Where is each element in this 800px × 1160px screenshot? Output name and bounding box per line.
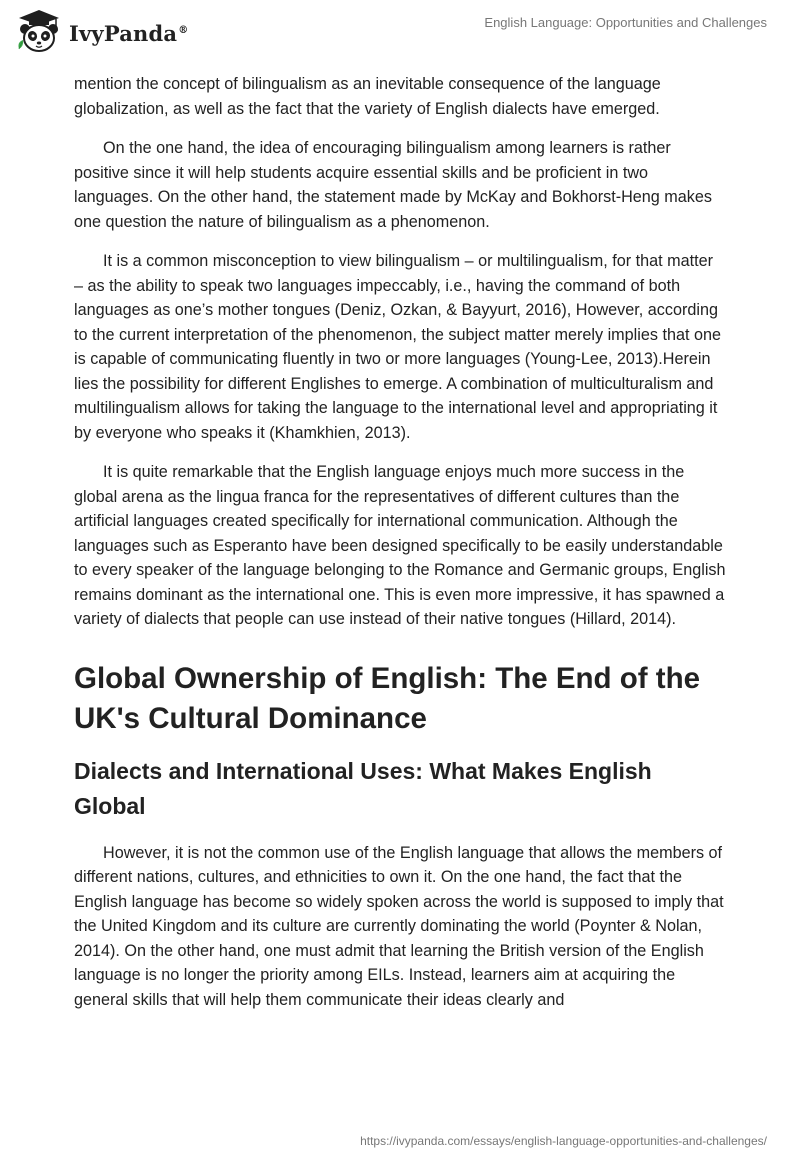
source-url[interactable]: https://ivypanda.com/essays/english-language-opportunities-and-challenges/ bbox=[360, 1134, 767, 1148]
section-heading: Global Ownership of English: The End of the UK's Cultural Dominance bbox=[74, 661, 701, 735]
paragraph-bilingualism-positive: On the one hand, the idea of encouraging bilingualism among learners is rather positive since it will help students acquire essential skills and be proficient in two languages. On the other hand, the statement made by McKay and Bokhorst-Heng makes one question the nature of bilingualism as a phenomenon. bbox=[74, 139, 712, 231]
paragraph-global-ownership: However, it is not the common use of the English language that allows the members of different nations, cultures, and ethnicities to own it. On the one hand, the fact that the English language has become so widely spoken across the world is supposed to imply that the United Kingdom and its culture are currently dominating the world (Poynter & Nolan, 2014). On the other hand, one must admit that learning the British version of the English language is no longer the priority among EILs. Instead, learners aim at acquiring the general skills that will help them communicate their ideas clearly and bbox=[74, 843, 724, 1009]
subsection-heading: Dialects and International Uses: What Makes English Global bbox=[74, 757, 652, 819]
registered-mark: ® bbox=[178, 24, 189, 36]
paragraph-intro-continuation: mention the concept of bilingualism as an inevitable consequence of the language globalization, as well as the fact that the variety of English dialects have emerged. bbox=[74, 75, 661, 118]
ivypanda-logo[interactable] bbox=[15, 9, 188, 53]
panda-graduate-icon bbox=[15, 9, 63, 53]
paragraph-bilingualism-misconception: It is a common misconception to view bilingualism – or multilingualism, for that matter – as the ability to speak two languages impeccably, i.e., having the command of both languages as one’s mother tongues (Deniz, Ozkan, & Bayyurt, 2016), However, according to the current interpretation of the phenomenon, the subject matter merely implies that one is capable of communicating fluently in two or more languages (Young-Lee, 2013).Herein lies the possibility for different Englishes to emerge. A combination of multiculturalism and multilingualism allows for taking the language to the international level and appropriating it by everyone who speaks it (Khamkhien, 2013). bbox=[74, 252, 721, 442]
brand-name-text: IvyPanda bbox=[69, 20, 178, 46]
article-body bbox=[74, 72, 726, 1027]
paragraph-lingua-franca: It is quite remarkable that the English language enjoys much more success in the global arena as the lingua franca for the representatives of different cultures than the artificial languages created specifically for international communication. Although the languages such as Esperanto have been designed specifically to be easily understandable to every speaker of the language belonging to the Romance and Germanic groups, English remains dominant as the international one. This is even more impressive, it has spawned a variety of dialects that people can use instead of their native tongues (Hillard, 2014). bbox=[74, 463, 726, 628]
document-title: English Language: Opportunities and Challenges bbox=[484, 15, 767, 30]
brand-name bbox=[69, 21, 188, 46]
page-header bbox=[0, 0, 800, 60]
